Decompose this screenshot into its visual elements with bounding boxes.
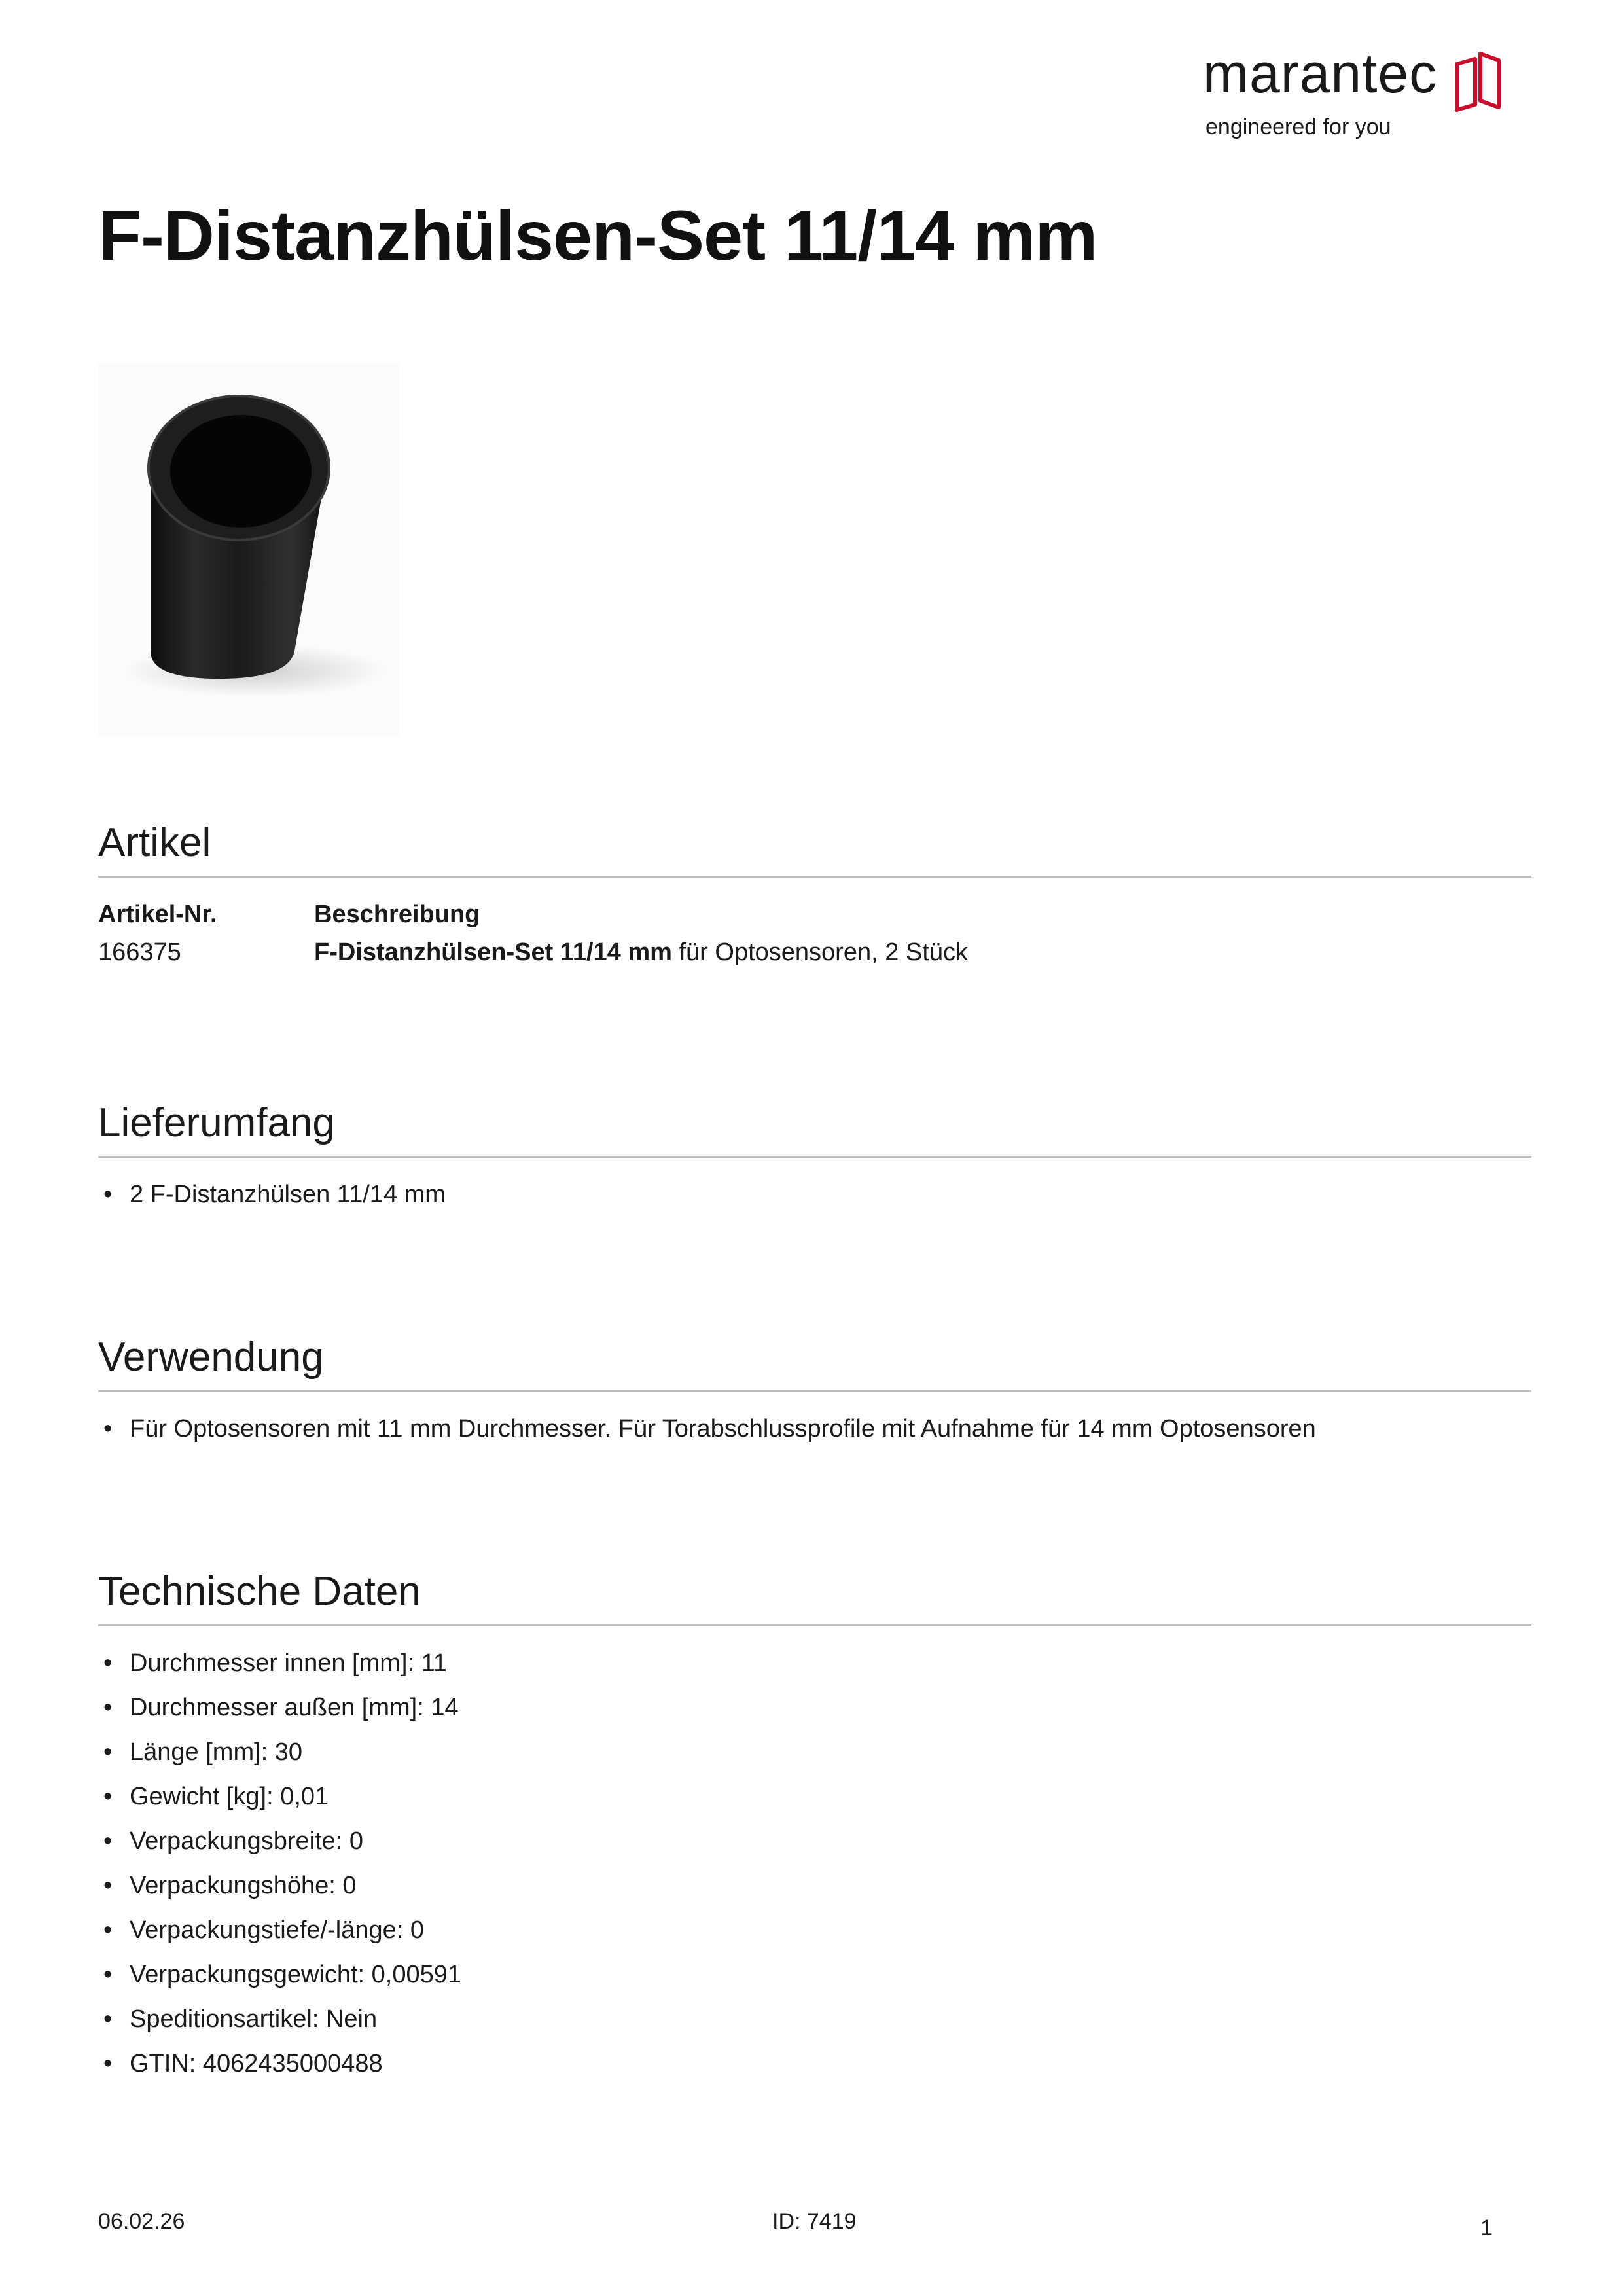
table-header-article-number: Artikel-Nr. <box>98 901 217 928</box>
article-description-detail: für Optosensoren, 2 Stück <box>671 939 968 966</box>
technical-data-list <box>98 1641 1531 2086</box>
brand-tagline: engineered for you <box>1205 115 1391 139</box>
black-sleeve-product-photo <box>98 363 399 736</box>
list-item: • Für Optosensoren mit 11 mm Durchmesser. Für Torabschlussprofile mit Aufnahme für 14 mm Optosensoren <box>103 1415 1316 1443</box>
page-title: F-Distanzhülsen-Set 11/14 mm <box>98 196 1097 275</box>
list-item: • Durchmesser außen [mm]: 14 <box>103 1694 459 1721</box>
section-heading-lieferumfang: Lieferumfang <box>98 1097 1531 1158</box>
list-item: • GTIN: 4062435000488 <box>103 2050 383 2077</box>
footer-date: 06.02.26 <box>98 2209 185 2234</box>
list-item: • Verpackungstiefe/-länge: 0 <box>103 1916 424 1944</box>
list-item: • Verpackungshöhe: 0 <box>103 1872 357 1899</box>
list-item: • 2 F-Distanzhülsen 11/14 mm <box>103 1181 446 1208</box>
section-heading-technische-daten: Technische Daten <box>98 1566 1531 1626</box>
list-item: • Verpackungsgewicht: 0,00591 <box>103 1961 462 1988</box>
section-heading-artikel: Artikel <box>98 817 1531 878</box>
brand-logo <box>1203 41 1504 145</box>
scope-of-delivery-list <box>98 1172 1531 1217</box>
section-heading-verwendung: Verwendung <box>98 1331 1531 1392</box>
article-description <box>314 933 968 971</box>
article-number: 166375 <box>98 939 181 966</box>
product-image <box>98 363 399 736</box>
usage-list <box>98 1407 1531 1451</box>
article-description-name: F-Distanzhülsen-Set 11/14 mm <box>314 939 672 966</box>
brand-name: marantec <box>1203 43 1438 104</box>
table-header-description: Beschreibung <box>314 901 480 928</box>
list-item: • Verpackungsbreite: 0 <box>103 1827 364 1855</box>
footer-id: ID: 7419 <box>772 2209 857 2234</box>
list-item: • Länge [mm]: 30 <box>103 1738 303 1766</box>
marantec-door-icon <box>1452 45 1504 117</box>
list-item: • Gewicht [kg]: 0,01 <box>103 1783 329 1810</box>
list-item: • Speditionsartikel: Nein <box>103 2005 378 2033</box>
page-number: 1 <box>1480 2215 1493 2240</box>
list-item: • Durchmesser innen [mm]: 11 <box>103 1649 448 1677</box>
